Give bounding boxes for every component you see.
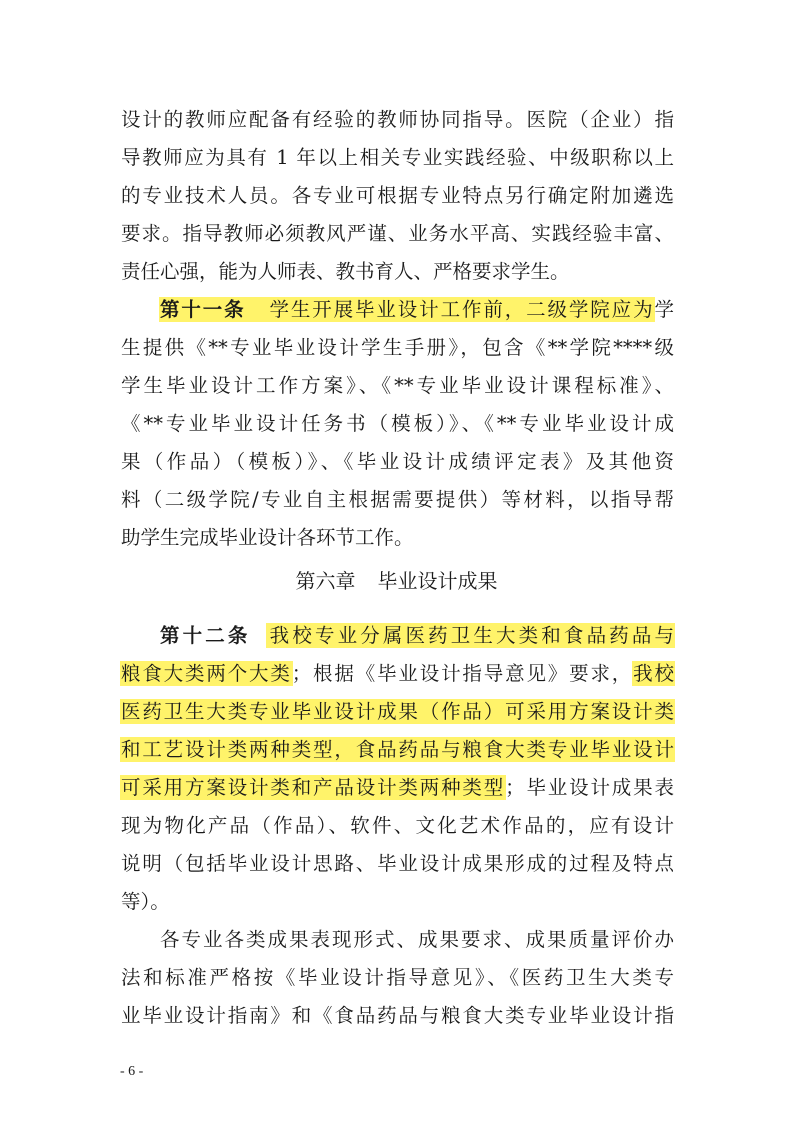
text-line: 学生毕业设计工作方案》、《**专业毕业设计课程标准》、 xyxy=(121,374,674,397)
article-12-highlight-1: 我校专业分属医药卫生大类和食品药品与 xyxy=(266,624,674,647)
text-line: 的专业技术人员。各专业可根据专业特点另行确定附加遴选 xyxy=(121,184,674,207)
text-line: 《**专业毕业设计任务书（模板）》、《**专业毕业设计成 xyxy=(121,412,674,435)
text-line: 果（作品）（模板）》、《毕业设计成绩评定表》及其他资 xyxy=(121,450,674,473)
chapter-heading xyxy=(0,563,793,599)
article-12-first-line xyxy=(160,619,674,653)
article-12-text: ；根据《毕业设计指导意见》要求， xyxy=(291,662,634,685)
article-12-highlight-5: 和工艺设计类两种类型，食品药品与粮食大类专业毕业设计 xyxy=(121,738,674,761)
article-12-label: 第十二条 xyxy=(160,624,251,647)
text-line: 业毕业设计指南》和《食品药品与粮食大类专业毕业设计指 xyxy=(121,1004,674,1027)
article-12-highlight-3: 我校 xyxy=(633,662,674,685)
text-line: 料（二级学院/专业自主根据需要提供）等材料，以指导帮 xyxy=(121,488,674,511)
article-11-label: 第十一条 xyxy=(160,298,246,321)
article-12-line-3 xyxy=(121,695,674,729)
article-12-line-5 xyxy=(121,771,674,805)
article-12-highlight-2: 粮食大类两个大类 xyxy=(121,662,292,685)
article-12-line-2 xyxy=(121,657,674,691)
article-12-line-4 xyxy=(121,733,674,767)
text-line: 法和标准严格按《毕业设计指导意见》、《医药卫生大类专 xyxy=(121,966,674,989)
text-line: 现为物化产品（作品）、软件、文化艺术作品的，应有设计 xyxy=(121,814,674,837)
article-12-highlight-6: 可采用方案设计类和产品设计类两种类型 xyxy=(121,776,506,799)
article-11-text: 学生开展毕业设计工作前，二级学院应为 xyxy=(267,298,655,321)
text-line: 等）。 xyxy=(121,890,170,913)
page-number: - 6 - xyxy=(120,1064,144,1079)
article-11-highlight xyxy=(160,298,654,321)
text-line: 各专业各类成果表现形式、成果要求、成果质量评价办 xyxy=(160,928,674,951)
text-line: 生提供《**专业毕业设计学生手册》，包含《**学院****级 xyxy=(121,336,674,359)
chapter-title: 毕业设计成果 xyxy=(377,569,498,593)
article-12-highlight-4: 医药卫生大类专业毕业设计成果（作品）可采用方案设计类 xyxy=(121,700,674,723)
text-line: 说明（包括毕业设计思路、毕业设计成果形成的过程及特点 xyxy=(121,852,674,875)
text-line: 责任心强，能为人师表、教书育人、严格要求学生。 xyxy=(121,260,570,283)
text-line: 助学生完成毕业设计各环节工作。 xyxy=(121,526,414,549)
article-11-tail: 学 xyxy=(654,298,674,321)
text-line: 设计的教师应配备有经验的教师协同指导。医院（企业）指 xyxy=(121,108,674,131)
text-line: 导教师应为具有 1 年以上相关专业实践经验、中级职称以上 xyxy=(121,146,674,169)
article-11-first-line xyxy=(160,293,674,327)
text-line: 要求。指导教师必须教风严谨、业务水平高、实践经验丰富、 xyxy=(121,222,674,245)
chapter-number: 第六章 xyxy=(295,569,356,593)
article-12-text: ；毕业设计成果表 xyxy=(505,776,674,799)
